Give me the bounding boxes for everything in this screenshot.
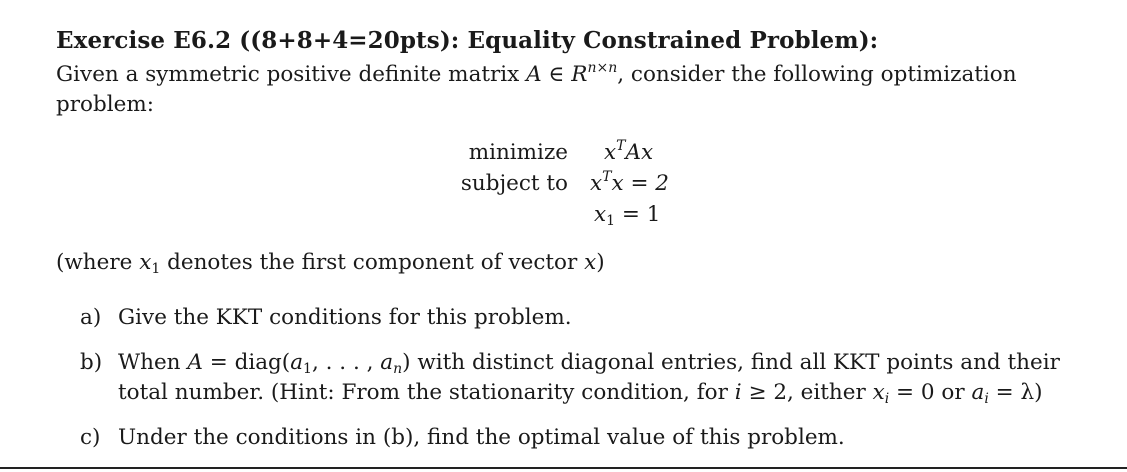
task-label-c: c) [80, 425, 101, 450]
constraint-1-expression: $x^Tx = 2$ [590, 169, 669, 196]
intro-suffix: , consider the following optimization problem: [56, 62, 1017, 117]
exercise-title: Exercise E6.2 ((8+8+4=20pts): Equality Constrained Problem): [56, 27, 879, 54]
exercise-intro [56, 60, 1086, 120]
intro-in: ∈ [541, 62, 572, 87]
intro-prefix: Given a symmetric positive definite matrix [56, 62, 527, 87]
task-item-b [80, 348, 1090, 408]
intro-dims: n×n [587, 60, 618, 76]
intro-matrix: A [526, 62, 542, 87]
objective-label: minimize [468, 140, 568, 165]
objective-expression: $x^TAx$ [604, 138, 654, 165]
task-item-a [80, 303, 1090, 333]
task-text-a: Give the KKT conditions for this problem. [118, 305, 572, 330]
task-label-a: a) [80, 305, 102, 330]
task-text-b: When $A = diag(a_1$, . . . , $a_n$) with distinct diagonal entries, find all KKT points and their total number. (Hint: From the stationarity condition, for i ≥ 2, either $x_i = 0$ or $a_i = \lambda$) [118, 350, 1060, 407]
task-item-c [80, 423, 1090, 453]
task-text-c: Under the conditions in (b), find the optimal value of this problem. [118, 425, 845, 450]
bottom-divider [0, 467, 1127, 469]
where-note: (where $x_1$ denotes the first component of vector x) [56, 250, 605, 277]
intro-space: R [571, 62, 588, 87]
constraint-label: subject to [460, 171, 568, 196]
task-list [80, 303, 1090, 468]
constraint-2-expression: $x_1 = 1$ [594, 202, 661, 229]
task-label-b: b) [80, 350, 103, 375]
